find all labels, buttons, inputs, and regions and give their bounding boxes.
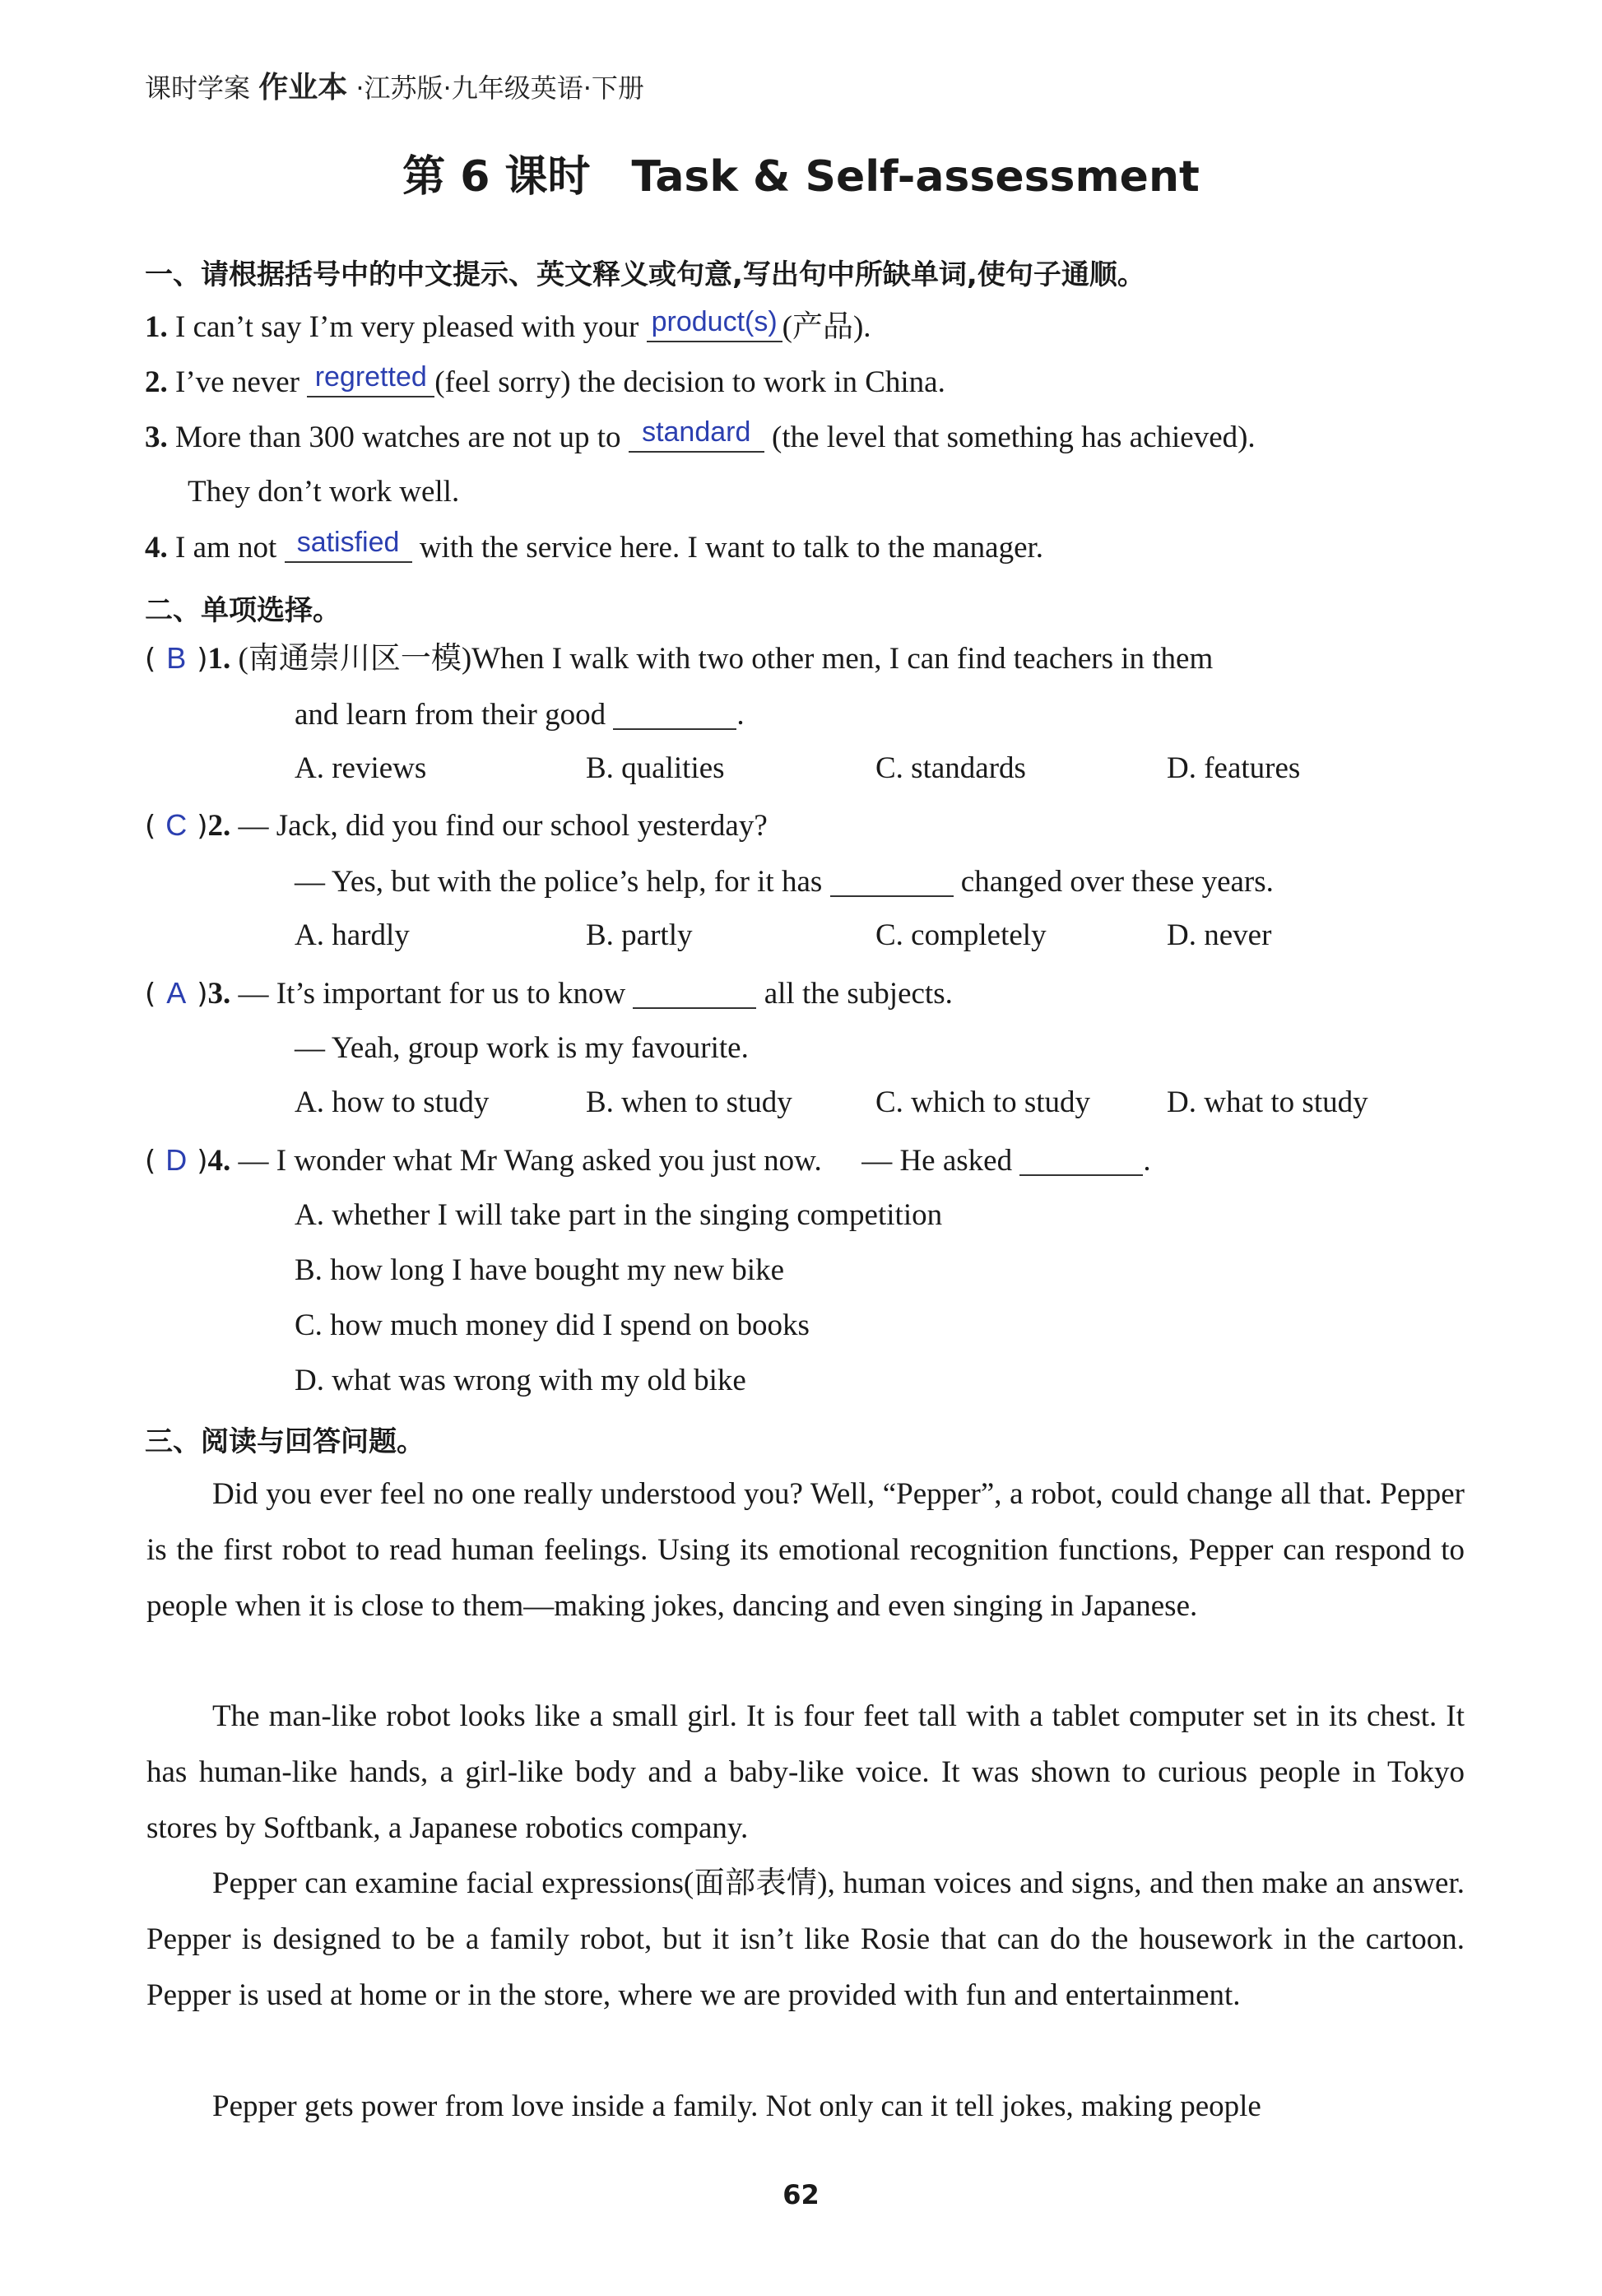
lesson-topic: Task & Self-assessment [631, 152, 1200, 202]
option: A. whether I will take part in the singing competition [295, 1198, 943, 1232]
mc-question-3: ( A )3. — It’s important for us to know all the subjects. [145, 976, 953, 1011]
option: A. hardly [295, 918, 410, 952]
reading-paragraph-2: The man-like robot looks like a small girl. It is four feet tall with a tablet computer set in its chest. It has human-like hands, a girl-like body and a baby-like voice. It was shown to curious people in Tokyo stores by Softbank, a Japanese robotics company. [146, 1699, 1465, 1845]
fill-item-3-continued: They don’t work well. [188, 475, 460, 509]
mc-question-2: ( C )2. — Jack, did you find our school yesterday? [145, 808, 768, 843]
answer-blank: standard [629, 421, 764, 453]
mc-question-2-continued: — Yes, but with the police’s help, for it has changed over these years. [295, 865, 1274, 899]
page-number: 62 [782, 2179, 820, 2210]
series-name: 课时学案 [145, 72, 251, 104]
lesson-title [0, 142, 1602, 203]
option: C. how much money did I spend on books [295, 1308, 810, 1342]
lesson-number: 第 6 课时 [402, 152, 591, 202]
fill-item-4: 4. I am not satisfied with the service here. I want to talk to the manager. [145, 527, 1044, 565]
option: C. standards [875, 751, 1026, 785]
fill-item-2: 2. I’ve never regretted (feel sorry) the decision to work in China. [145, 361, 945, 399]
option: B. when to study [586, 1085, 792, 1119]
mc-question-3-continued: — Yeah, group work is my favourite. [295, 1031, 749, 1065]
option: D. never [1167, 918, 1272, 952]
answer-blank: product(s) [647, 311, 782, 342]
option: C. completely [875, 918, 1047, 952]
mc-answer: A [166, 976, 187, 1010]
reading-paragraph-1: Did you ever feel no one really understood you? Well, “Pepper”, a robot, could change all that. Pepper is the first robot to read human feelings. Using its emotional recognition functions, Pepper can respond to people when it is close to them—making jokes, dancing and even singing in Japanese. [146, 1477, 1465, 1623]
option: A. reviews [295, 751, 427, 785]
reading-paragraph-3: Pepper can examine facial expressions(面部表情), human voices and signs, and then make an answer. Pepper is designed to be a family robot, but it isn’t like Rosie that can do the housework in the cartoon. Pepper is used at home or in the store, where we are provided with fun and entertainment. [146, 1866, 1465, 2012]
page-header [145, 64, 644, 106]
mc-answer: B [166, 641, 187, 675]
option: B. how long I have bought my new bike [295, 1253, 784, 1287]
option: D. features [1167, 751, 1301, 785]
answer-blank: satisfied [285, 532, 412, 563]
fill-item-3: 3. More than 300 watches are not up to standard (the level that something has achieved). [145, 416, 1256, 454]
mc-answer: D [165, 1143, 188, 1177]
mc-question-4: ( D )4. — I wonder what Mr Wang asked you just now. — He asked . [145, 1143, 1151, 1178]
book-name: 作业本 [258, 71, 348, 105]
mc-question-1: ( B )1. (南通崇川区一模)When I walk with two other men, I can find teachers in them [145, 641, 1214, 676]
fill-item-1: 1. I can’t say I’m very pleased with your product(s) (产品). [145, 306, 871, 344]
reading-paragraph-4: Pepper gets power from love inside a family. Not only can it tell jokes, making people [212, 2089, 1261, 2123]
section1-heading: 一、请根据括号中的中文提示、英文释义或句意,写出句中所缺单词,使句子通顺。 [145, 258, 1145, 291]
option: B. qualities [586, 751, 725, 785]
edition-info: ·江苏版·九年级英语·下册 [355, 72, 644, 104]
option: D. what to study [1167, 1085, 1368, 1119]
mc-answer: C [165, 808, 188, 842]
section3-heading: 三、阅读与回答问题。 [145, 1425, 425, 1458]
option: A. how to study [295, 1085, 490, 1119]
section2-heading: 二、单项选择。 [145, 594, 341, 627]
option: B. partly [586, 918, 693, 952]
option: C. which to study [875, 1085, 1091, 1119]
option: D. what was wrong with my old bike [295, 1364, 746, 1397]
answer-blank: regretted [307, 366, 434, 397]
mc-question-1-continued: and learn from their good . [295, 698, 745, 732]
